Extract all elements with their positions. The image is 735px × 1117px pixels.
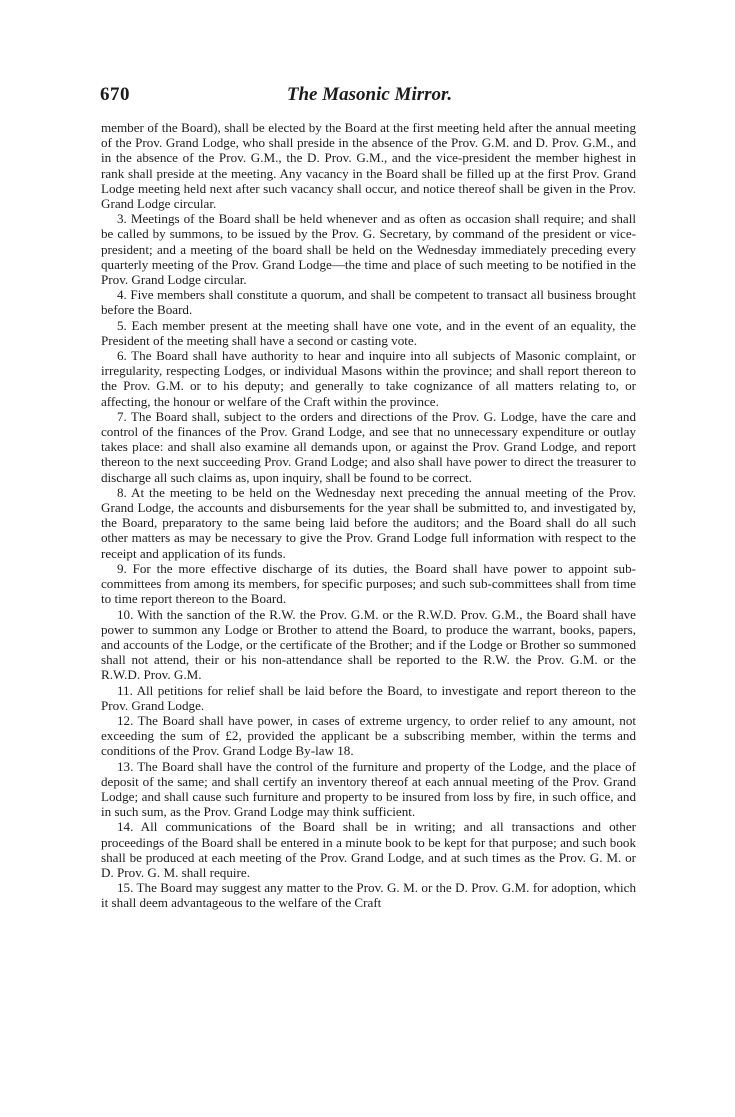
paragraph-3: 3. Meetings of the Board shall be held whenever and as often as occasion shall require; and shall be called by summons, to be issued by the Prov. G. Secretary, by command of the president or vice-president; and a meeting of the board shall be held on the Wednesday immediately preceding every quarterly meeting of the Prov. Grand Lodge—the time and place of such meeting to be notified in the Prov. Grand Lodge circular. [101, 211, 636, 288]
paragraph-12: 12. The Board shall have power, in cases of extreme urgency, to order relief to any amount, not exceeding the sum of £2, provided the applicant be a subscribing member, within the terms and conditions of the Prov. Grand Lodge By-law 18. [101, 712, 636, 759]
body-text [101, 120, 636, 911]
paragraph-11: 11. All petitions for relief shall be laid before the Board, to investigate and report thereon to the Prov. Grand Lodge. [101, 682, 636, 713]
running-title: The Masonic Mirror. [286, 84, 453, 105]
paragraph-15: 15. The Board may suggest any matter to the Prov. G. M. or the D. Prov. G.M. for adoption, which it shall deem advantageous to the welfare of the Craft [101, 880, 636, 911]
paragraph-10: 10. With the sanction of the R.W. the Prov. G.M. or the R.W.D. Prov. G.M., the Board shall have power to summon any Lodge or Brother to attend the Board, to produce the warrant, books, papers, and accounts of the Lodge, or the certificate of the Brother; and if the Lodge or Brother so summoned shall not attend, their or his non-attendance shall be reported to the R.W. the Prov. G.M. or the R.W.D. Prov. G.M. [101, 606, 636, 683]
page-number: 670 [100, 84, 130, 105]
paragraph-8: 8. At the meeting to be held on the Wednesday next preceding the annual meeting of the Prov. Grand Lodge, the accounts and disbursements for the year shall be submitted to, and investigated by, the Board, preparatory to the same being laid before the auditors; and the Board shall do all such other matters as may be necessary to give the Prov. Grand Lodge full information with respect to the receipt and application of its funds. [101, 484, 636, 561]
page-header [100, 84, 639, 108]
paragraph-9: 9. For the more effective discharge of its duties, the Board shall have power to appoint sub-committees from among its members, for specific purposes; and such sub-committees shall from time to time report thereon to the Board. [101, 560, 636, 607]
paragraph-14: 14. All communications of the Board shall be in writing; and all transactions and other proceedings of the Board shall be entered in a minute book to be kept for that purpose; and such book shall be produced at each meeting of the Prov. Grand Lodge, and at such times as the Prov. G. M. or D. Prov. G. M. shall require. [101, 819, 636, 880]
paragraph-6: 6. The Board shall have authority to hear and inquire into all subjects of Masonic complaint, or irregularity, respecting Lodges, or individual Masons within the province; and shall report thereon to the Prov. G.M. or to his deputy; and generally to take cognizance of all matters relating to, or affecting, the honour or welfare of the Craft within the province. [101, 348, 636, 409]
paragraph-continuation: member of the Board), shall be elected by the Board at the first meeting held after the annual meeting of the Prov. Grand Lodge, who shall preside in the absence of the Prov. G.M. and D. Prov. G.M., and in the absence of the Prov. G.M., the D. Prov. G.M., and the vice-president the member highest in rank shall preside at the meeting. Any vacancy in the Board shall be filled up at the first Prov. Grand Lodge meeting held next after such vacancy shall occur, and notice thereof shall be given in the Prov. Grand Lodge circular. [101, 120, 636, 212]
paragraph-5: 5. Each member present at the meeting shall have one vote, and in the event of an equality, the President of the meeting shall have a second or casting vote. [101, 317, 636, 348]
paragraph-7: 7. The Board shall, subject to the orders and directions of the Prov. G. Lodge, have the care and control of the finances of the Prov. Grand Lodge, and see that no unnecessary expenditure or outlay takes place: and shall also examine all demands upon, or against the Prov. Grand Lodge, and report thereon to the next succeeding Prov. Grand Lodge; and also shall have power to direct the treasurer to discharge all such claims as, upon inquiry, shall be found to be correct. [101, 408, 636, 485]
paragraph-4: 4. Five members shall constitute a quorum, and shall be competent to transact all business brought before the Board. [101, 287, 636, 318]
paragraph-13: 13. The Board shall have the control of the furniture and property of the Lodge, and the place of deposit of the same; and shall certify an inventory thereof at each annual meeting of the Prov. Grand Lodge; and shall cause such furniture and property to be insured from loss by fire, in such office, and in such sum, as the Prov. Grand Lodge may think sufficient. [101, 758, 636, 820]
